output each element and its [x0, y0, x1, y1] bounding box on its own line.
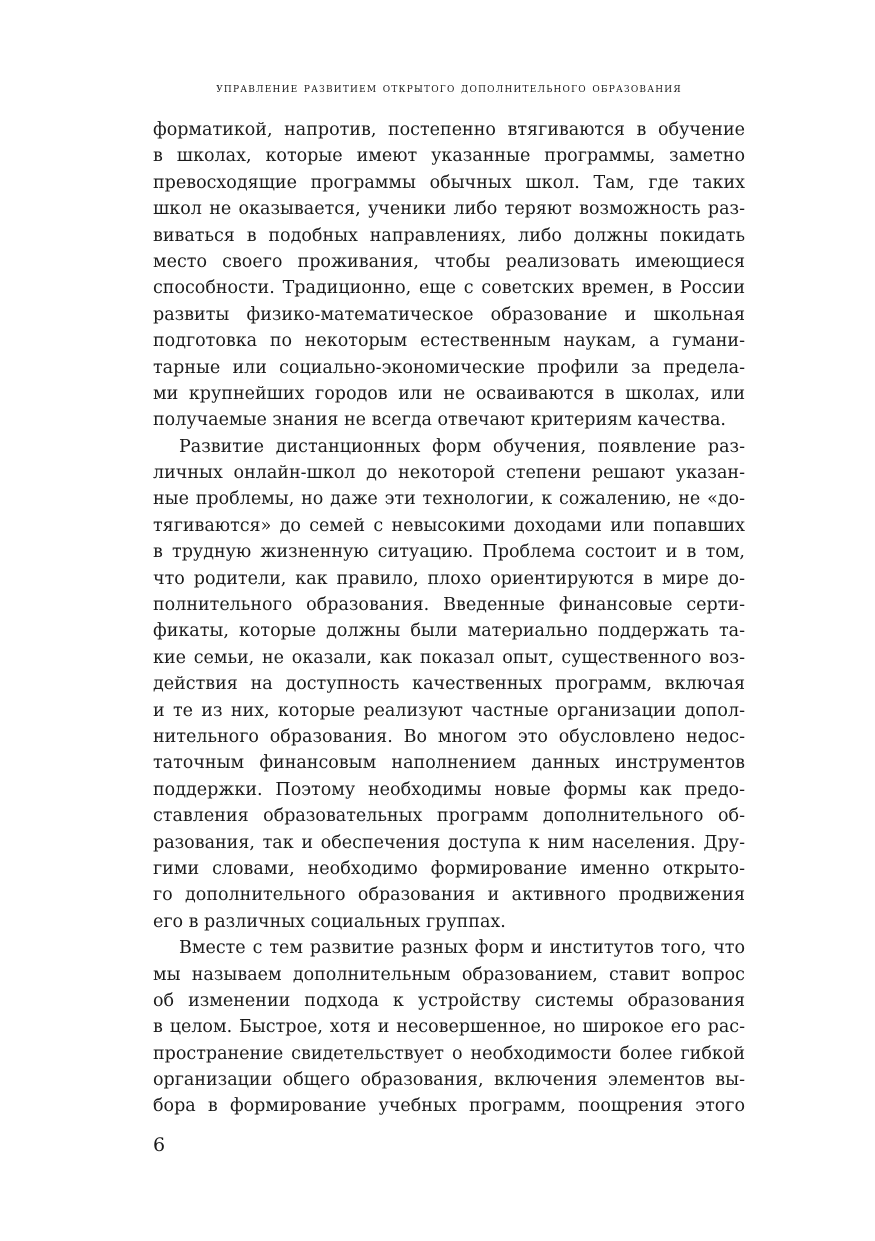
page-number: 6: [153, 1134, 166, 1156]
text-line: способности. Традиционно, еще с советских времен, в России: [153, 278, 745, 299]
text-line: его в различных социальных группах.: [153, 911, 506, 932]
text-line: тягиваются» до семей с невысокими доходами или попавших: [153, 515, 745, 536]
text-line: действия на доступность качественных программ, включая: [153, 674, 745, 695]
text-line: в целом. Быстрое, хотя и несовершенное, но широкое его рас-: [153, 1017, 745, 1038]
text-line: кие семьи, не оказали, как показал опыт, существенного воз-: [153, 647, 745, 668]
text-line: ные проблемы, но даже эти технологии, к сожалению, не «до-: [153, 489, 745, 510]
text-line: бора в формирование учебных программ, поощрения этого: [153, 1096, 745, 1117]
text-line: нительного образования. Во многом это обусловлено недос-: [153, 726, 745, 747]
text-line: виваться в подобных направлениях, либо должны покидать: [153, 225, 745, 246]
text-line: мы называем дополнительным образованием, ставит вопрос: [153, 964, 745, 985]
body-text: [153, 117, 745, 1120]
text-line: что родители, как правило, плохо ориентируются в мире до-: [153, 568, 745, 589]
text-line: пространение свидетельствует о необходимости более гибкой: [153, 1043, 745, 1064]
text-line: в школах, которые имеют указанные программы, заметно: [153, 146, 745, 167]
text-line: школ не оказывается, ученики либо теряют возможность раз-: [153, 199, 745, 220]
text-line: гими словами, необходимо формирование именно открыто-: [153, 858, 745, 879]
text-line: фикаты, которые должны были материально поддержать та-: [153, 621, 745, 642]
text-line: полнительного образования. Введенные финансовые серти-: [153, 595, 745, 616]
text-line: место своего проживания, чтобы реализовать имеющиеся: [153, 251, 745, 272]
text-line: личных онлайн-школ до некоторой степени решают указан-: [153, 463, 745, 484]
text-line: получаемые знания не всегда отвечают критериям качества.: [153, 410, 726, 431]
text-line: развиты физико-математическое образование и школьная: [153, 304, 745, 325]
text-line: Развитие дистанционных форм обучения, появление раз-: [179, 436, 745, 457]
text-line: тарные или социально-экономические профили за предела-: [153, 357, 745, 378]
text-line: форматикой, напротив, постепенно втягиваются в обучение: [153, 120, 745, 140]
text-line: таточным финансовым наполнением данных инструментов: [153, 753, 745, 774]
text-line: в трудную жизненную ситуацию. Проблема состоит и в том,: [153, 542, 745, 563]
text-line: об изменении подхода к устройству системы образования: [153, 990, 745, 1011]
text-line: ставления образовательных программ дополнительного об-: [153, 806, 745, 827]
text-line: ми крупнейших городов или не осваиваются в школах, или: [153, 383, 745, 404]
text-line: организации общего образования, включения элементов вы-: [153, 1070, 745, 1091]
text-line: превосходящие программы обычных школ. Там, где таких: [153, 172, 745, 193]
text-line: Вместе с тем развитие разных форм и институтов того, что: [179, 938, 745, 959]
running-header: управление развитием открытого дополнительного образования: [216, 80, 682, 96]
text-line: разования, так и обеспечения доступа к ним населения. Дру-: [153, 832, 745, 853]
text-line: поддержки. Поэтому необходимы новые формы как предо-: [153, 779, 745, 800]
text-line: и те из них, которые реализуют частные организации допол-: [153, 700, 745, 721]
text-line: подготовка по некоторым естественным наукам, а гумани-: [153, 331, 745, 352]
text-line: го дополнительного образования и активного продвижения: [153, 885, 745, 906]
